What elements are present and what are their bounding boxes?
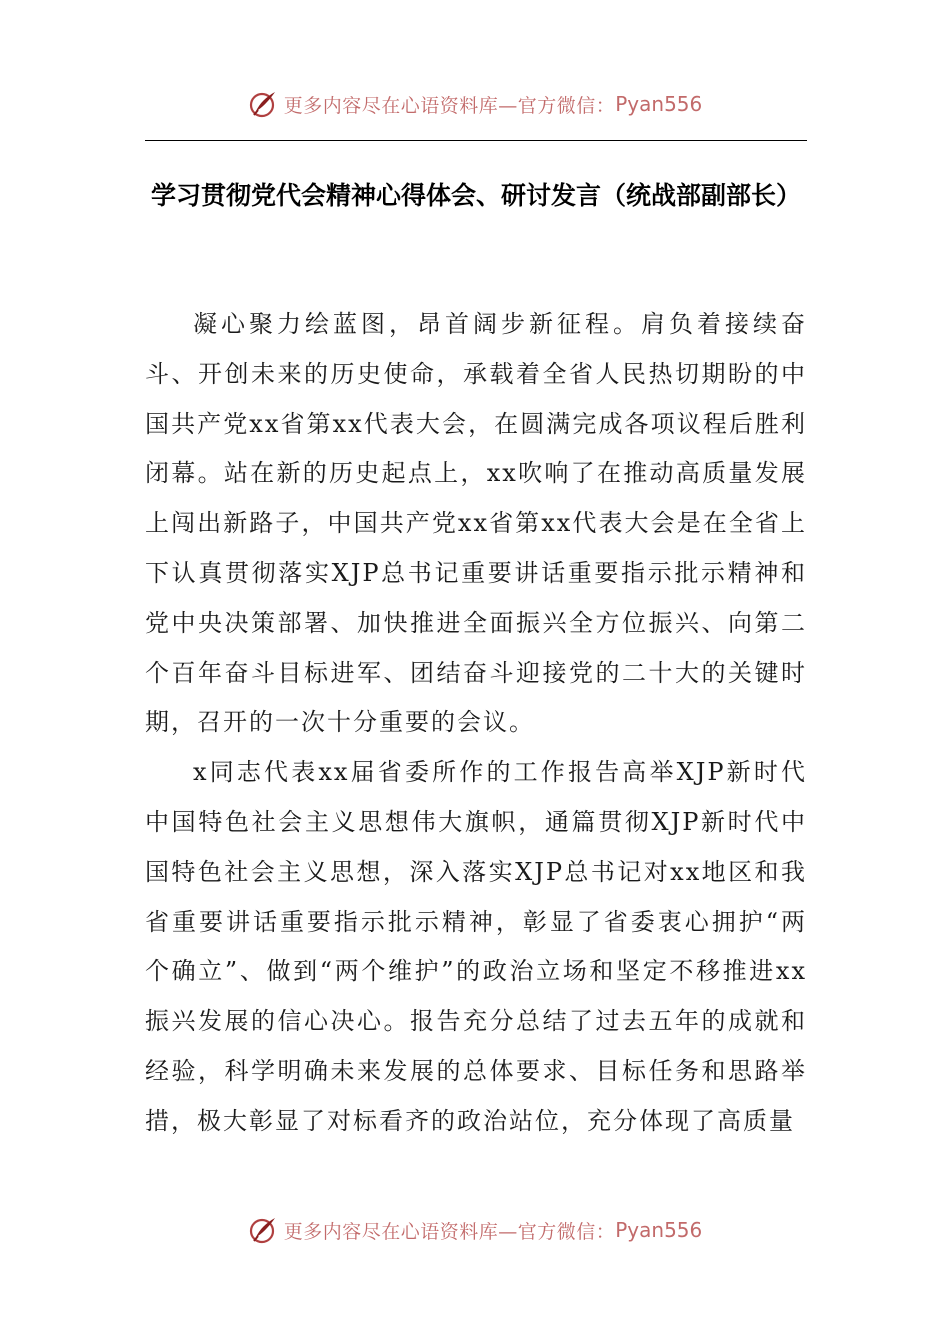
quill-pen-logo-icon: [248, 1215, 278, 1245]
footer-banner-wechat-id: Pyan556: [615, 1218, 703, 1242]
footer-banner-text: 更多内容尽在心语资料库—官方微信：: [283, 1220, 616, 1243]
header-banner-wechat-id: Pyan556: [615, 92, 703, 116]
header-banner-text: 更多内容尽在心语资料库—官方微信：: [283, 94, 616, 117]
document-body: [145, 300, 807, 1147]
document-title: 学习贯彻党代会精神心得体会、研讨发言（统战部副部长）: [150, 181, 801, 210]
header-divider: [145, 140, 807, 141]
header-banner: [0, 84, 950, 124]
quill-pen-logo-icon: [248, 89, 278, 119]
footer-banner: [0, 1210, 950, 1250]
paragraph-2: x同志代表xx届省委所作的工作报告高举XJP新时代中国特色社会主义思想伟大旗帜，通篇贯彻XJP新时代中国特色社会主义思想，深入落实XJP总书记对xx地区和我省重要讲话重要指示批示精神，彰显了省委衷心拥护“两个确立”、做到“两个维护”的政治立场和坚定不移推进xx振兴发展的信心决心。报告充分总结了过去五年的成就和经验，科学明确未来发展的总体要求、目标任务和思路举措，极大彰显了对标看齐的政治站位，充分体现了高质量: [145, 758, 807, 1135]
paragraph-1: 凝心聚力绘蓝图，昂首阔步新征程。肩负着接续奋斗、开创未来的历史使命，承载着全省人民热切期盼的中国共产党xx省第xx代表大会，在圆满完成各项议程后胜利闭幕。站在新的历史起点上，xx吹响了在推动高质量发展上闯出新路子，中国共产党xx省第xx代表大会是在全省上下认真贯彻落实XJP总书记重要讲话重要指示批示精神和党中央决策部署、加快推进全面振兴全方位振兴、向第二个百年奋斗目标进军、团结奋斗迎接党的二十大的关键时期，召开的一次十分重要的会议。: [145, 310, 807, 737]
